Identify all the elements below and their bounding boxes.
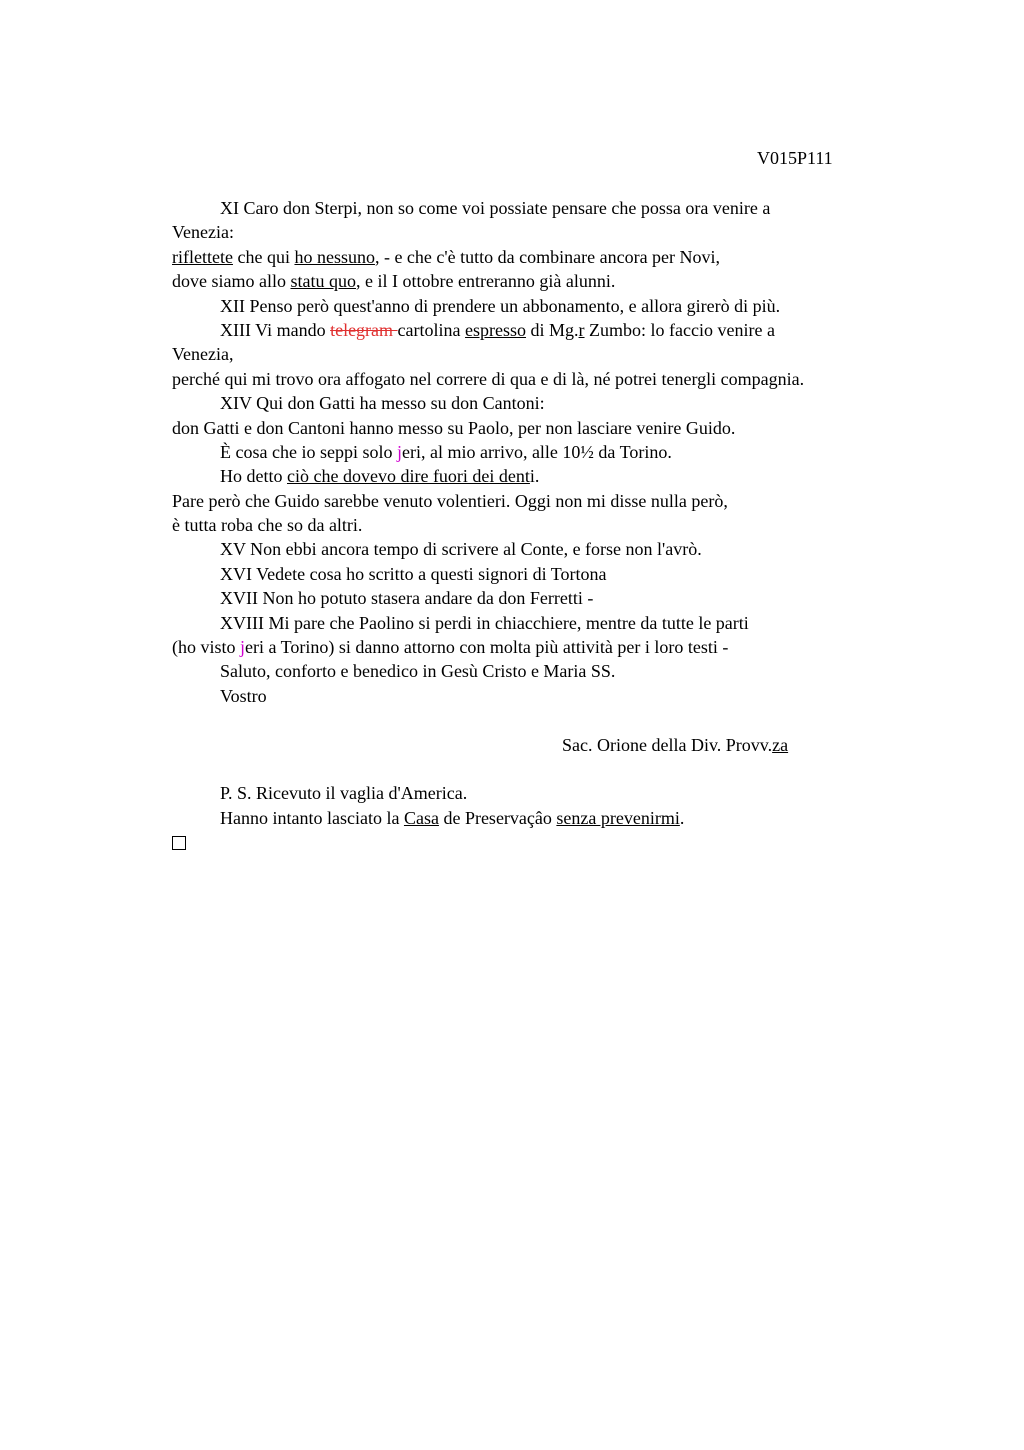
blank-line — [172, 757, 932, 781]
text-span: Venezia: — [172, 222, 234, 243]
text-span: È cosa che io seppi solo — [220, 441, 397, 462]
text-line — [172, 269, 932, 293]
text-line — [172, 367, 932, 391]
text-span: XVI Vedete cosa ho scritto a questi signori di Tortona — [220, 563, 607, 584]
text-span: XIV Qui don Gatti ha messo su don Cantoni: — [220, 393, 545, 414]
text-span: Pare però che Guido sarebbe venuto volentieri. Oggi non mi disse nulla però, — [172, 490, 728, 511]
text-line — [172, 245, 932, 269]
text-span: Venezia, — [172, 344, 234, 365]
text-span: (ho visto — [172, 637, 241, 658]
underlined-text: statu quo — [290, 271, 356, 292]
postscript-line — [172, 806, 932, 830]
underlined-text: espresso — [465, 319, 527, 340]
signature — [172, 733, 932, 757]
inserted-text: j — [240, 637, 246, 658]
closing-greeting — [172, 659, 932, 683]
text-span: XI Caro don Sterpi, non so come voi possiate pensare che possa ora venire a — [220, 198, 771, 218]
text-span: , e il I ottobre entreranno già alunni. — [355, 271, 616, 292]
text-span: di Mg. — [526, 319, 579, 340]
paragraph-xviii-line — [172, 611, 932, 635]
text-span: , - e che c'è tutto da combinare ancora per Novi, — [374, 246, 721, 267]
paragraph-xvii-line — [172, 586, 932, 610]
end-box-icon — [172, 836, 186, 850]
blank-line — [172, 708, 932, 732]
text-span: dove siamo allo — [172, 271, 291, 292]
text-span: che qui — [232, 246, 295, 267]
text-span: don Gatti e don Cantoni hanno messo su Paolo, per non lasciare venire Guido. — [172, 417, 736, 438]
underlined-text: za — [772, 734, 789, 755]
text-line — [172, 416, 932, 440]
text-span: XVII Non ho potuto stasera andare da don Ferretti - — [220, 588, 594, 609]
text-span: Ho detto — [220, 466, 287, 487]
text-line — [172, 489, 932, 513]
underlined-text: senza prevenirmi — [556, 807, 680, 828]
underlined-text: ciò che dovevo dire fuori dei dent — [287, 466, 530, 487]
paragraph-xvi-line — [172, 562, 932, 586]
text-span: Saluto, conforto e benedico in Gesù Cristo e Maria SS. — [220, 661, 616, 682]
paragraph-xiv-line — [172, 391, 932, 415]
paragraph-xiii-line — [172, 318, 932, 342]
end-marker-line — [172, 830, 932, 854]
letter-body — [172, 196, 932, 855]
underlined-text: Casa — [403, 807, 439, 828]
text-span: XII Penso però quest'anno di prendere un abbonamento, e allora girerò di più. — [220, 295, 781, 316]
text-span: Sac. Orione della Div. Provv. — [562, 734, 773, 755]
paragraph-xii-line — [172, 294, 932, 318]
text-span: cartolina — [397, 319, 466, 340]
text-span: XVIII Mi pare che Paolino si perdi in chiacchiere, mentre da tutte le parti — [220, 612, 749, 633]
text-span: eri, al mio arrivo, alle 10½ da Torino. — [401, 441, 672, 462]
text-span: è tutta roba che so da altri. — [172, 515, 363, 536]
text-span: Hanno intanto lasciato la — [220, 807, 404, 828]
underlined-text: riflettete — [172, 246, 233, 267]
text-span: i. — [529, 466, 540, 487]
text-span: P. S. Ricevuto il vaglia d'America. — [220, 783, 468, 804]
text-line — [172, 440, 932, 464]
text-line — [172, 220, 932, 244]
document-reference: V015P111 — [757, 148, 833, 168]
text-line — [172, 513, 932, 537]
paragraph-xi-line — [172, 196, 932, 220]
text-span: Zumbo: lo faccio venire a — [584, 319, 775, 340]
closing-vostro — [172, 684, 932, 708]
text-span: Vostro — [220, 685, 267, 706]
inserted-text: j — [396, 441, 402, 462]
deleted-text: telegram — [330, 319, 398, 340]
text-line — [172, 342, 932, 366]
text-line — [172, 464, 932, 488]
text-span: eri a Torino) si danno attorno con molta più attività per i loro testi - — [245, 637, 729, 658]
underlined-text: ho nessuno — [294, 246, 375, 267]
text-span: de Preservaçâo — [438, 807, 557, 828]
text-span: . — [679, 807, 685, 828]
text-span: XIII Vi mando — [220, 319, 331, 340]
text-span: perché qui mi trovo ora affogato nel correre di qua e di là, né potrei tenergli compagnia. — [172, 368, 805, 389]
postscript-line — [172, 781, 932, 805]
underlined-text: r — [578, 319, 585, 340]
text-span: XV Non ebbi ancora tempo di scrivere al Conte, e forse non l'avrò. — [220, 539, 702, 560]
text-line — [172, 635, 932, 659]
paragraph-xv-line — [172, 537, 932, 561]
